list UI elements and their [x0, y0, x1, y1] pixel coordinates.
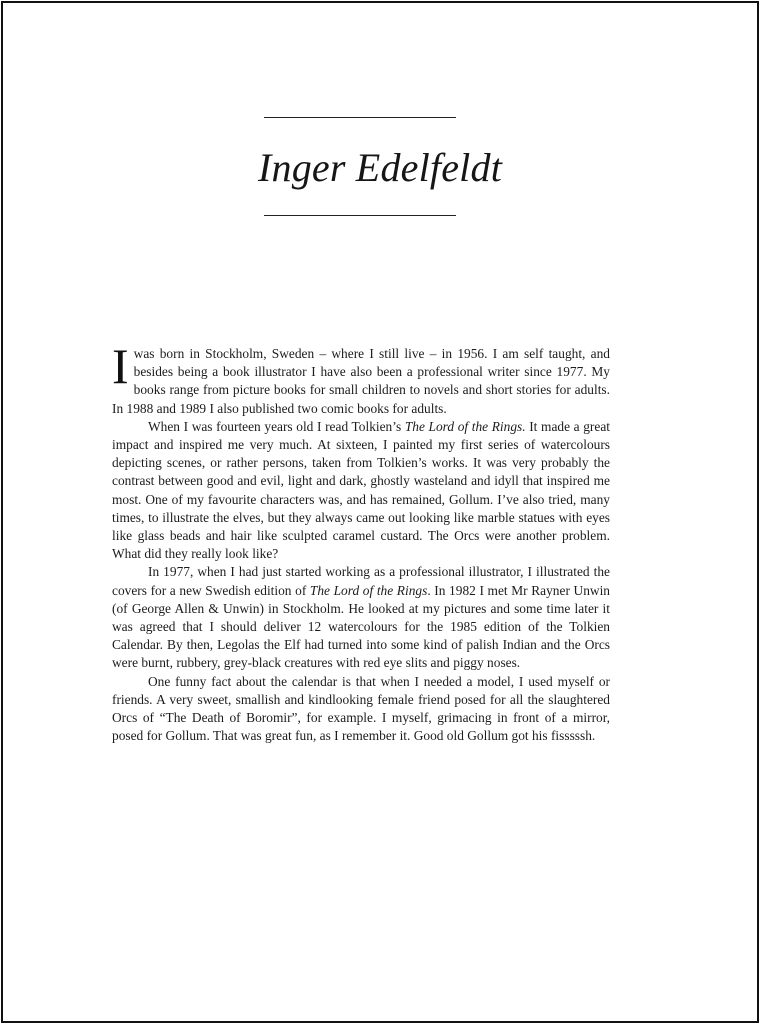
paragraph-3-text-a: In 1977, when I had just started working as a professional illustrator, I illustrated the covers for a new Swedish edition of	[112, 564, 610, 598]
paragraph-3-text-b: . In 1982 I met Mr Rayner Unwin (of George Allen & Unwin) in Stockholm. He looked at my pictures and some time later it was agreed that I should deliver 12 watercolours for the 1985 edition of the Tolkien Calendar. By then, Legolas the Elf had turned into some kind of palish Indian and the Orcs were burnt, rubbery, grey-black creatures with red eye slits and piggy noses.	[112, 582, 610, 671]
article-body	[112, 338, 610, 745]
title-rule-bottom	[264, 215, 456, 216]
paragraph-1	[112, 338, 610, 418]
paragraph-2	[112, 418, 610, 564]
drop-cap: I	[112, 338, 129, 394]
book-title-italic: The Lord of the Rings.	[404, 418, 526, 434]
page-title: Inger Edelfeldt	[257, 145, 503, 190]
paragraph-3	[112, 563, 610, 672]
paragraph-2-text-b: It made a great impact and inspired me very much. At sixteen, I painted my first series of watercolours depicting scenes, or rather persons, taken from Tolkien’s works. It was very probably the contrast between good and evil, light and dark, ghostly wasteland and idyll that inspired me most. One of my favourite characters was, and has remained, Gollum. I’ve also tried, many times, to illustrate the elves, but they always came out looking like marble statues with eyes like glass beads and hair like sculpted caramel custard. The Orcs were another problem. What did they really look like?	[112, 418, 610, 562]
title-rule-top	[264, 117, 456, 118]
paragraph-4: One funny fact about the calendar is that when I needed a model, I used myself or friends. A very sweet, smallish and kindlooking female friend posed for all the slaughtered Orcs of “The Death of Boromir”, for example. I myself, grimacing in front of a mirror, posed for Gollum. That was great fun, as I remember it. Good old Gollum got his fisssssh.	[112, 673, 610, 744]
book-title-italic: The Lord of the Rings	[309, 582, 428, 598]
paragraph-1-text: was born in Stockholm, Sweden – where I still live – in 1956. I am self taught, and besides being a book illustrator I have also been a professional writer since 1977. My books range from picture books for small children to novels and short stories for adults. In 1988 and 1989 I also published two comic books for adults.	[112, 346, 610, 416]
paragraph-2-text-a: When I was fourteen years old I read Tolkien’s	[148, 418, 405, 434]
